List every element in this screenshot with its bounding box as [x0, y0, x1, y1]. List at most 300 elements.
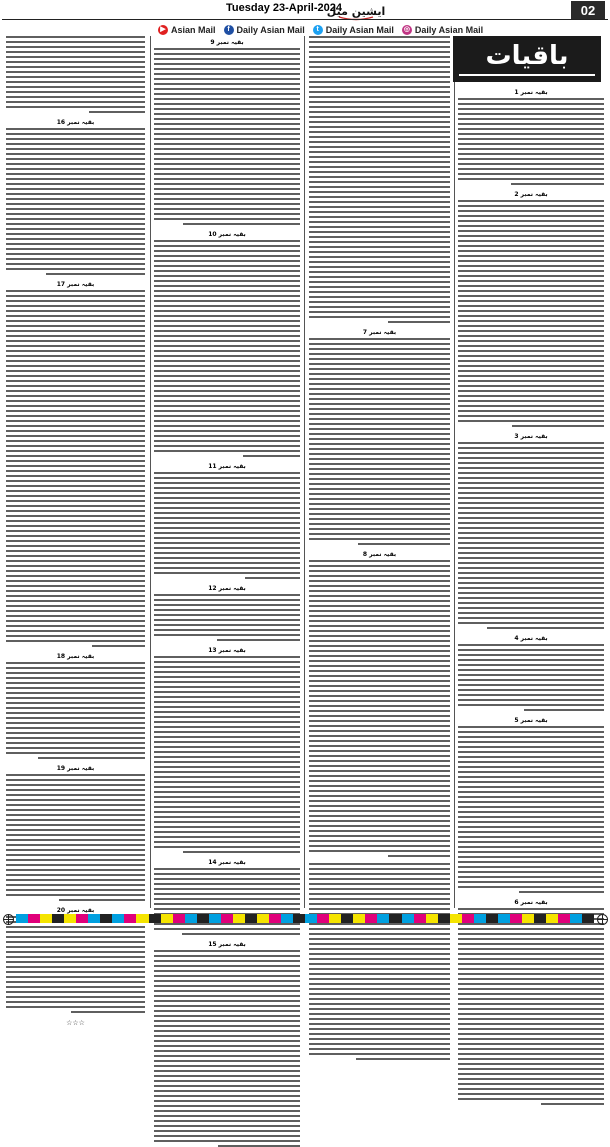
text-line	[6, 585, 145, 587]
text-line	[309, 463, 450, 465]
text-line	[6, 727, 145, 729]
text-line	[6, 809, 145, 811]
continuation-heading: بقیہ نمبر 10	[208, 231, 246, 238]
text-line	[6, 330, 145, 332]
color-swatch	[149, 914, 161, 923]
color-swatch	[112, 914, 124, 923]
text-line	[458, 220, 604, 222]
text-line	[154, 285, 300, 287]
text-line	[154, 58, 300, 60]
continuation-heading: بقیہ نمبر 12	[208, 585, 246, 592]
text-line	[6, 91, 145, 93]
text-line	[154, 320, 300, 322]
text-line	[46, 273, 145, 275]
body-text	[458, 200, 604, 427]
text-line	[6, 707, 145, 709]
text-line	[6, 630, 145, 632]
text-line	[458, 462, 604, 464]
text-line	[154, 93, 300, 95]
text-line	[309, 595, 450, 597]
text-line	[309, 575, 450, 577]
text-line	[458, 958, 604, 960]
text-line	[6, 370, 145, 372]
body-text	[458, 726, 604, 893]
text-line	[524, 709, 604, 711]
text-line	[6, 834, 145, 836]
text-line	[309, 246, 450, 248]
text-line	[309, 66, 450, 68]
text-line	[309, 735, 450, 737]
text-line	[458, 245, 604, 247]
text-line	[6, 36, 145, 38]
text-line	[458, 963, 604, 965]
text-line	[511, 183, 604, 185]
column-divider	[150, 36, 151, 908]
instagram-icon: ◎	[403, 26, 410, 33]
body-text	[309, 36, 450, 323]
text-line	[154, 821, 300, 823]
text-line	[309, 963, 450, 965]
body-text	[458, 442, 604, 629]
text-line	[154, 990, 300, 992]
text-line	[458, 1043, 604, 1045]
text-line	[154, 716, 300, 718]
text-line	[458, 542, 604, 544]
article-continuation	[154, 463, 300, 579]
text-line	[458, 587, 604, 589]
text-line	[458, 310, 604, 312]
text-line	[154, 1060, 300, 1062]
text-line	[309, 760, 450, 762]
article-continuation	[458, 635, 604, 711]
text-line	[458, 415, 604, 417]
text-line	[154, 163, 300, 165]
body-text	[458, 644, 604, 711]
twitter-icon: t	[313, 25, 323, 35]
text-line	[154, 542, 300, 544]
text-line	[154, 776, 300, 778]
text-line	[154, 831, 300, 833]
text-line	[154, 128, 300, 130]
body-text	[154, 656, 300, 853]
text-line	[154, 661, 300, 663]
text-line	[92, 645, 145, 647]
text-line	[309, 610, 450, 612]
text-line	[154, 420, 300, 422]
text-line	[6, 263, 145, 265]
text-line	[309, 468, 450, 470]
text-line	[154, 796, 300, 798]
text-line	[154, 903, 300, 905]
text-line	[154, 335, 300, 337]
title-underline	[459, 74, 595, 76]
text-line	[154, 1095, 300, 1097]
text-line	[309, 1038, 450, 1040]
text-line	[154, 48, 300, 50]
text-line	[458, 948, 604, 950]
article-continuation	[309, 36, 450, 323]
text-line	[309, 630, 450, 632]
text-line	[6, 615, 145, 617]
text-line	[458, 1073, 604, 1075]
text-line	[309, 156, 450, 158]
text-line	[154, 741, 300, 743]
text-line	[458, 978, 604, 980]
text-line	[154, 691, 300, 693]
text-line	[309, 745, 450, 747]
text-line	[309, 873, 450, 875]
color-swatch	[462, 914, 474, 923]
text-line	[458, 1068, 604, 1070]
text-line	[458, 113, 604, 115]
text-line	[154, 345, 300, 347]
text-line	[154, 450, 300, 452]
text-line	[6, 1006, 145, 1008]
text-line	[154, 507, 300, 509]
color-swatch	[402, 914, 414, 923]
text-line	[154, 355, 300, 357]
text-line	[309, 1023, 450, 1025]
text-line	[154, 198, 300, 200]
text-line	[309, 373, 450, 375]
text-line	[154, 245, 300, 247]
text-line	[154, 1050, 300, 1052]
text-line	[154, 360, 300, 362]
body-text	[6, 916, 145, 1013]
color-swatch	[233, 914, 245, 923]
text-line	[309, 695, 450, 697]
continuation-heading: بقیہ نمبر 5	[514, 717, 548, 724]
color-bar	[16, 914, 594, 923]
text-line	[154, 108, 300, 110]
text-line	[6, 854, 145, 856]
text-line	[309, 91, 450, 93]
text-line	[309, 888, 450, 890]
text-line	[309, 498, 450, 500]
article-continuation	[6, 653, 145, 759]
text-line	[458, 517, 604, 519]
social-link[interactable]	[158, 25, 216, 35]
text-line	[458, 592, 604, 594]
continuation-heading: بقیہ نمبر 4	[514, 635, 548, 642]
text-line	[6, 395, 145, 397]
text-line	[6, 268, 145, 270]
text-line	[6, 71, 145, 73]
text-line	[6, 475, 145, 477]
text-line	[154, 975, 300, 977]
text-line	[6, 991, 145, 993]
text-line	[458, 527, 604, 529]
text-line	[309, 600, 450, 602]
text-line	[154, 168, 300, 170]
text-line	[458, 861, 604, 863]
text-line	[154, 846, 300, 848]
text-line	[154, 619, 300, 621]
page-content	[4, 36, 606, 1027]
text-line	[309, 615, 450, 617]
social-link[interactable]	[313, 25, 394, 35]
text-line	[6, 480, 145, 482]
text-line	[309, 226, 450, 228]
text-line	[309, 770, 450, 772]
text-line	[309, 201, 450, 203]
text-line	[309, 136, 450, 138]
text-line	[458, 153, 604, 155]
text-line	[309, 256, 450, 258]
text-line	[309, 353, 450, 355]
color-swatch	[281, 914, 293, 923]
text-line	[154, 143, 300, 145]
text-line	[154, 1115, 300, 1117]
color-swatch	[293, 914, 305, 923]
page-number: 02	[571, 1, 605, 20]
text-line	[154, 1020, 300, 1022]
text-line	[154, 183, 300, 185]
text-line	[309, 820, 450, 822]
text-line	[309, 111, 450, 113]
text-line	[458, 138, 604, 140]
text-line	[309, 348, 450, 350]
text-line	[309, 705, 450, 707]
text-line	[6, 168, 145, 170]
text-line	[154, 841, 300, 843]
text-line	[6, 203, 145, 205]
text-line	[309, 503, 450, 505]
text-line	[458, 776, 604, 778]
text-line	[458, 390, 604, 392]
text-line	[154, 552, 300, 554]
text-line	[309, 423, 450, 425]
text-line	[6, 839, 145, 841]
text-line	[6, 996, 145, 998]
text-line	[6, 335, 145, 337]
text-line	[458, 1063, 604, 1065]
text-line	[458, 315, 604, 317]
text-line	[6, 575, 145, 577]
text-line	[309, 403, 450, 405]
text-line	[6, 510, 145, 512]
text-line	[6, 490, 145, 492]
text-line	[309, 428, 450, 430]
text-line	[6, 874, 145, 876]
text-line	[458, 836, 604, 838]
text-line	[309, 473, 450, 475]
text-line	[154, 405, 300, 407]
column-2	[307, 36, 452, 908]
text-line	[458, 285, 604, 287]
color-swatch	[185, 914, 197, 923]
text-line	[154, 502, 300, 504]
text-line	[458, 442, 604, 444]
color-swatch	[64, 914, 76, 923]
print-footer	[0, 910, 610, 926]
text-line	[309, 645, 450, 647]
text-line	[358, 543, 450, 545]
text-line	[309, 585, 450, 587]
text-line	[6, 747, 145, 749]
text-line	[154, 430, 300, 432]
text-line	[6, 884, 145, 886]
social-link[interactable]	[224, 25, 305, 35]
text-line	[6, 96, 145, 98]
text-line	[6, 844, 145, 846]
text-line	[6, 485, 145, 487]
text-line	[309, 1043, 450, 1045]
color-swatch	[305, 914, 317, 923]
text-line	[154, 557, 300, 559]
text-line	[154, 1110, 300, 1112]
text-line	[154, 527, 300, 529]
text-line	[309, 533, 450, 535]
text-line	[154, 604, 300, 606]
text-line	[154, 656, 300, 658]
text-line	[154, 706, 300, 708]
text-line	[309, 236, 450, 238]
text-line	[6, 450, 145, 452]
article-continuation	[6, 36, 145, 113]
text-line	[6, 600, 145, 602]
text-line	[154, 63, 300, 65]
article-continuation	[458, 717, 604, 893]
text-line	[6, 535, 145, 537]
text-line	[458, 225, 604, 227]
text-line	[6, 550, 145, 552]
text-line	[309, 720, 450, 722]
text-line	[154, 751, 300, 753]
text-line	[154, 567, 300, 569]
text-line	[6, 228, 145, 230]
text-line	[6, 188, 145, 190]
text-line	[309, 241, 450, 243]
text-line	[6, 460, 145, 462]
text-line	[309, 291, 450, 293]
text-line	[309, 898, 450, 900]
text-line	[6, 258, 145, 260]
text-line	[458, 118, 604, 120]
text-line	[309, 800, 450, 802]
text-line	[309, 710, 450, 712]
text-line	[309, 76, 450, 78]
text-line	[6, 320, 145, 322]
article-continuation	[458, 89, 604, 185]
color-swatch	[582, 914, 594, 923]
registration-mark-icon	[597, 914, 608, 925]
text-line	[154, 482, 300, 484]
text-line	[6, 345, 145, 347]
text-line	[6, 375, 145, 377]
text-line	[6, 295, 145, 297]
text-line	[154, 83, 300, 85]
text-line	[154, 572, 300, 574]
text-line	[458, 452, 604, 454]
text-line	[458, 410, 604, 412]
text-line	[6, 355, 145, 357]
text-line	[309, 106, 450, 108]
text-line	[6, 495, 145, 497]
text-line	[6, 505, 145, 507]
text-line	[458, 360, 604, 362]
text-line	[487, 627, 604, 629]
text-line	[309, 605, 450, 607]
text-line	[458, 993, 604, 995]
body-text	[154, 472, 300, 579]
color-swatch	[438, 914, 450, 923]
text-line	[309, 750, 450, 752]
text-line	[154, 599, 300, 601]
text-line	[458, 684, 604, 686]
text-line	[309, 1018, 450, 1020]
text-line	[309, 141, 450, 143]
text-line	[6, 420, 145, 422]
text-line	[154, 980, 300, 982]
text-line	[309, 560, 450, 562]
continuation-heading: بقیہ نمبر 20	[56, 907, 95, 914]
text-line	[154, 365, 300, 367]
text-line	[309, 281, 450, 283]
color-swatch	[245, 914, 257, 923]
text-line	[6, 560, 145, 562]
color-swatch	[221, 914, 233, 923]
text-line	[154, 624, 300, 626]
text-line	[6, 961, 145, 963]
text-line	[458, 786, 604, 788]
column-1	[456, 86, 606, 908]
text-line	[154, 671, 300, 673]
text-line	[154, 547, 300, 549]
text-line	[154, 868, 300, 870]
article-continuation	[458, 191, 604, 427]
text-line	[309, 383, 450, 385]
text-line	[458, 487, 604, 489]
text-line	[458, 522, 604, 524]
text-line	[6, 445, 145, 447]
text-line	[6, 500, 145, 502]
text-line	[154, 1005, 300, 1007]
text-line	[154, 666, 300, 668]
text-line	[309, 271, 450, 273]
continuation-heading: بقیہ نمبر 16	[56, 119, 95, 126]
text-line	[309, 620, 450, 622]
text-line	[309, 730, 450, 732]
text-line	[154, 380, 300, 382]
continuation-heading: بقیہ نمبر 18	[56, 653, 95, 660]
text-line	[6, 380, 145, 382]
text-line	[154, 188, 300, 190]
text-line	[6, 183, 145, 185]
text-line	[458, 168, 604, 170]
text-line	[309, 840, 450, 842]
text-line	[6, 81, 145, 83]
social-link[interactable]	[402, 25, 483, 35]
color-swatch	[558, 914, 570, 923]
text-line	[6, 520, 145, 522]
text-line	[6, 143, 145, 145]
text-line	[6, 625, 145, 627]
text-line	[458, 943, 604, 945]
text-line	[154, 898, 300, 900]
text-line	[309, 968, 450, 970]
text-line	[154, 410, 300, 412]
color-swatch	[353, 914, 365, 923]
text-line	[458, 1048, 604, 1050]
text-line	[309, 378, 450, 380]
text-line	[458, 731, 604, 733]
text-line	[309, 191, 450, 193]
text-line	[309, 983, 450, 985]
text-line	[458, 275, 604, 277]
text-line	[458, 806, 604, 808]
text-line	[6, 570, 145, 572]
